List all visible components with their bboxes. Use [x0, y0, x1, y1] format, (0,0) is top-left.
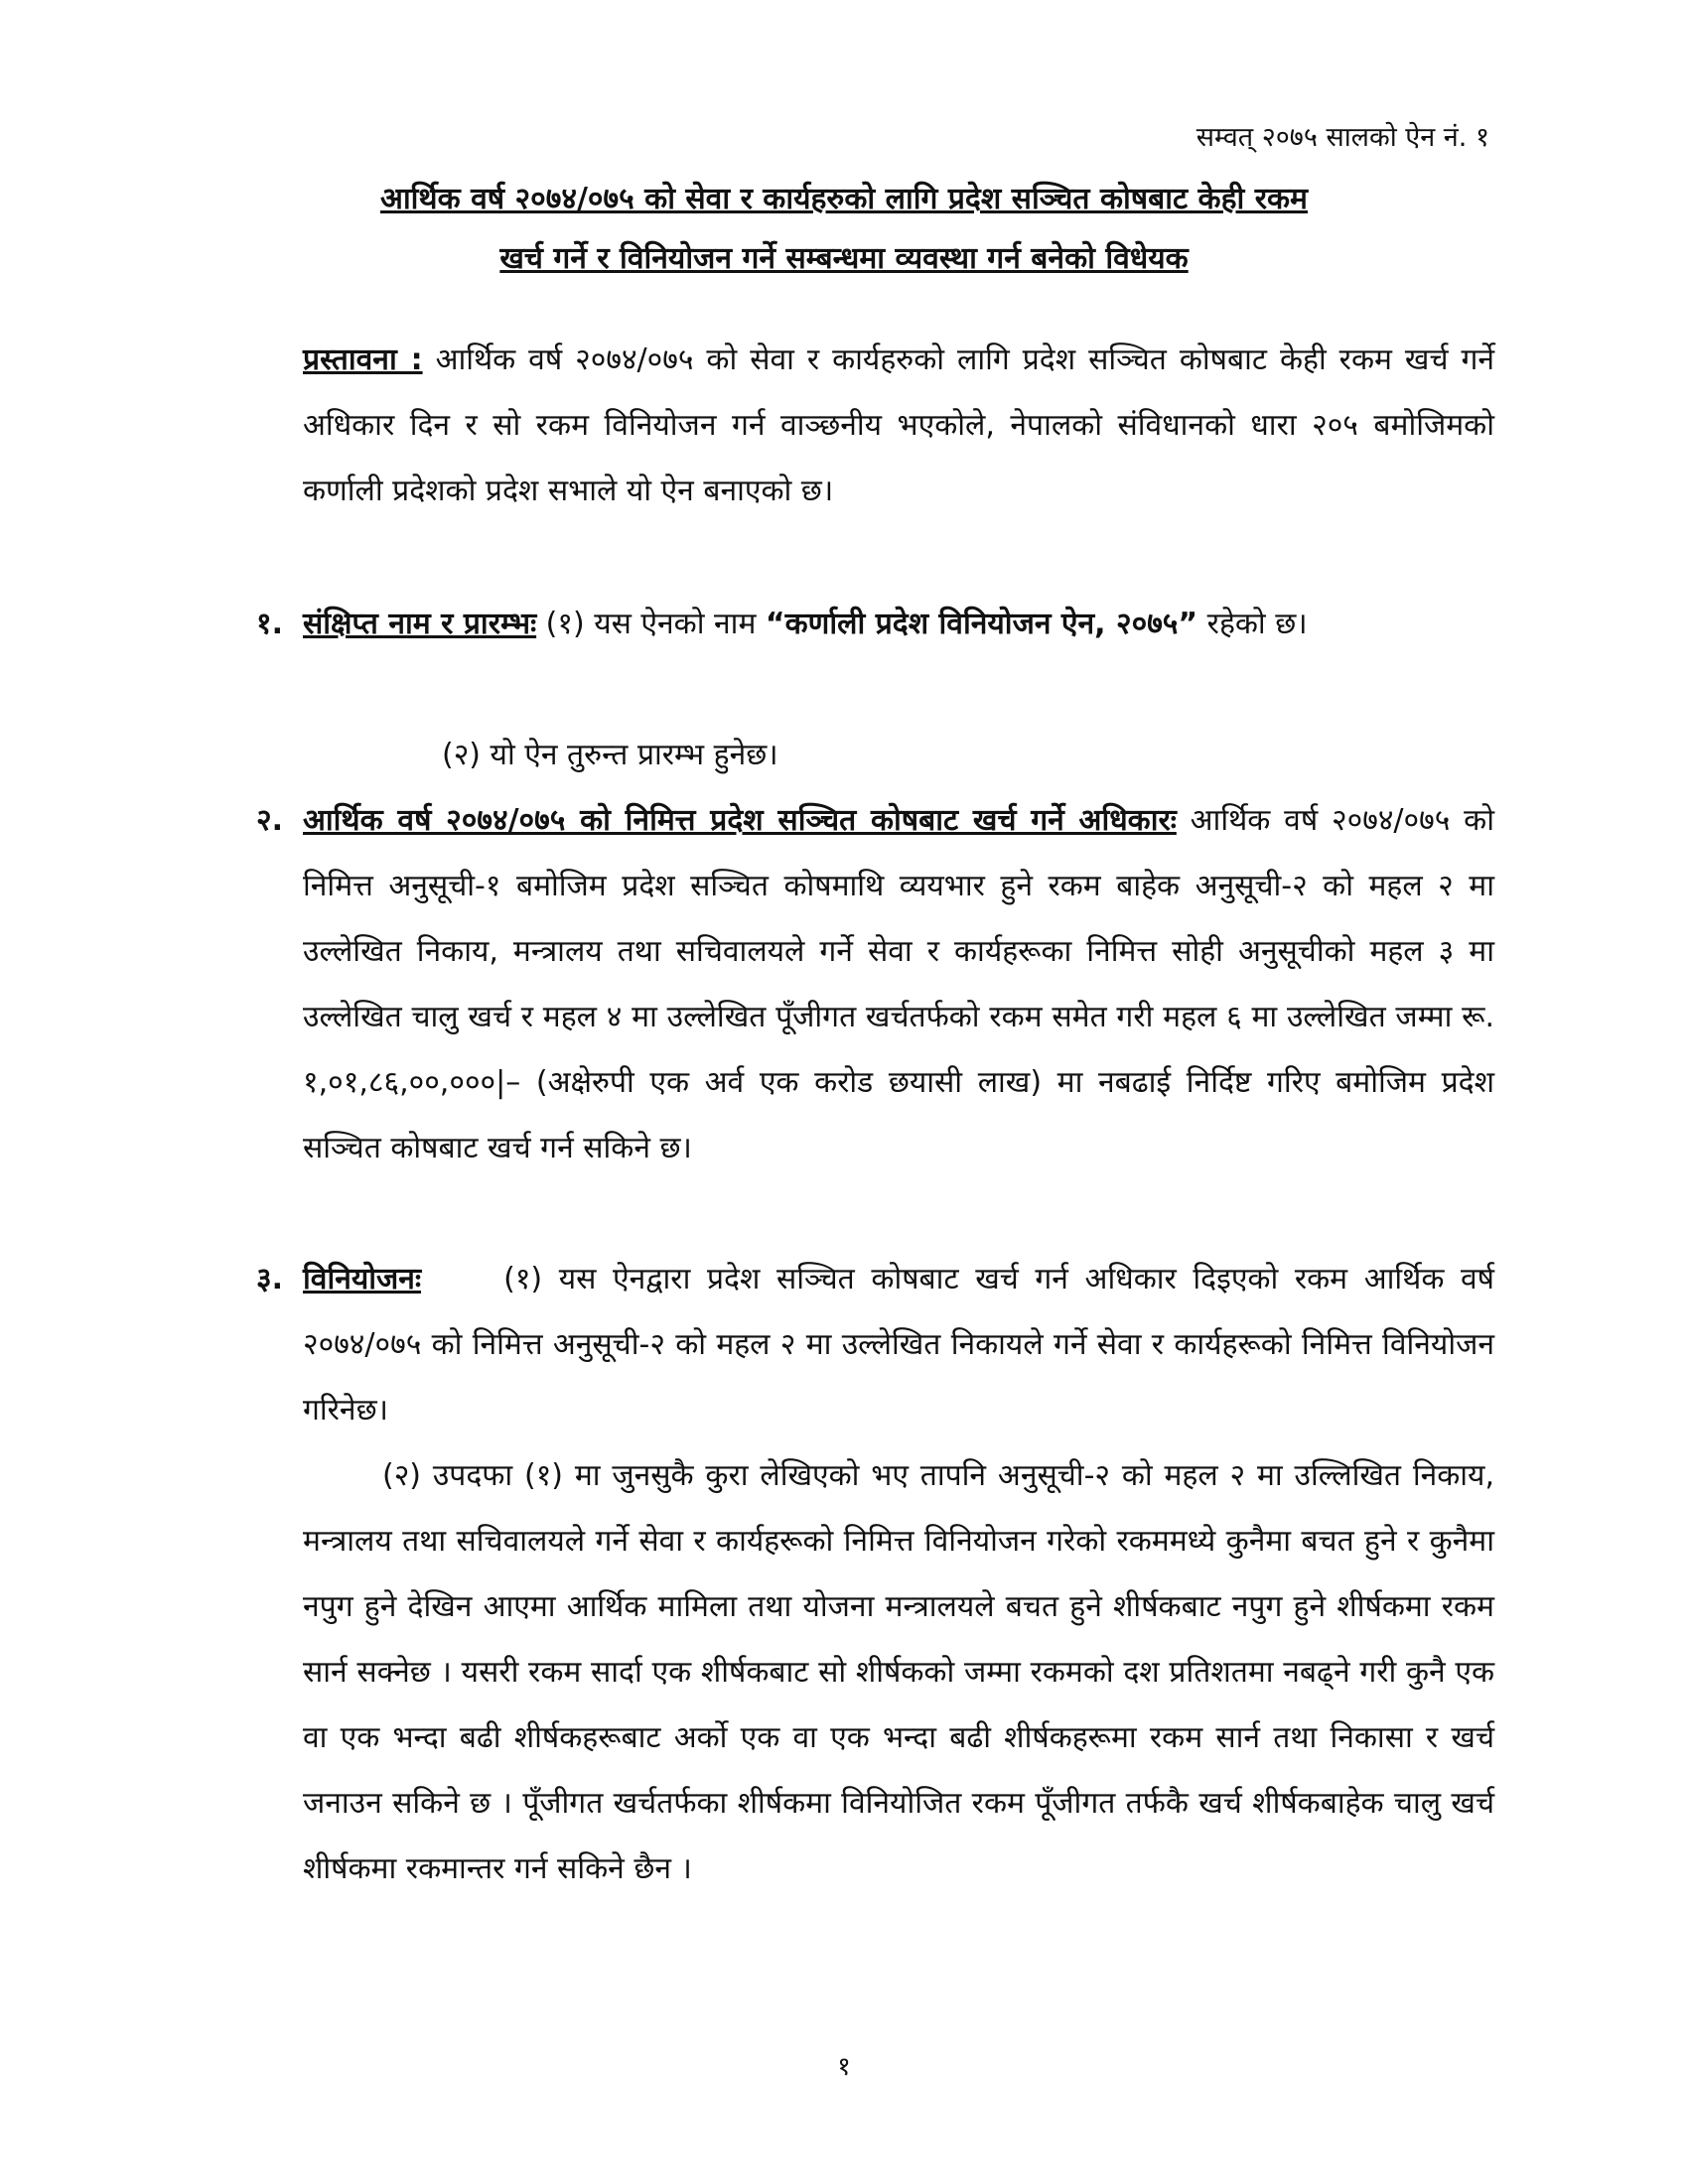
- section-2-text: आर्थिक वर्ष २०७४/०७५ को निमित्त अनुसूची-१ बमोजिम प्रदेश सञ्चित कोषमाथि व्ययभार हुने रकम बाहेक अनुसूची-२ को महल २ मा उल्लेखित निकाय, मन्त्रालय तथा सचिवालयले गर्ने सेवा र कार्यहरूका निमित्त सोही अनुसूचीको महल ३ मा उल्लेखित चालु खर्च र महल ४ मा उल्लेखित पूँजीगत खर्चतर्फको रकम समेत गरी महल ६ मा उल्लेखित जम्मा रू. १,०१,८६,००,०००|– (अक्षेरुपी एक अर्व एक करोड छयासी लाख) मा नबढाई निर्दिष्ट गरिए बमोजिम प्रदेश सञ्चित कोषबाट खर्च गर्न सकिने छ।: [303, 803, 1494, 1165]
- section-2-heading: आर्थिक वर्ष २०७४/०७५ को निमित्त प्रदेश सञ्चित कोषबाट खर्च गर्ने अधिकारः: [303, 803, 1177, 838]
- section-3-subsection-2: (२) उपदफा (१) मा जुनसुकै कुरा लेखिएको भए तापनि अनुसूची-२ को महल २ मा उल्लिखित निकाय, मन्त्रालय तथा सचिवालयले गर्ने सेवा र कार्यहरूको निमित्त विनियोजन गरेको रकममध्ये कुनैमा बचत हुने र कुनैमा नपुग हुने देखिन आएमा आर्थिक मामिला तथा योजना मन्त्रालयले बचत हुने शीर्षकबाट नपुग हुने शीर्षकमा रकम सार्न सक्नेछ । यसरी रकम सार्दा एक शीर्षकबाट सो शीर्षकको जम्मा रकमको दश प्रतिशतमा नबढ्ने गरी कुनै एक वा एक भन्दा बढी शीर्षकहरूबाट अर्को एक वा एक भन्दा बढी शीर्षकहरूमा रकम सार्न तथा निकासा र खर्च जनाउन सकिने छ । पूँजीगत खर्चतर्फका शीर्षकमा विनियोजित रकम पूँजीगत तर्फकै खर्च शीर्षकबाहेक चालु खर्च शीर्षकमा रकमान्तर गर्न सकिने छैन ।: [303, 1458, 1494, 1886]
- section-2-number: २.: [256, 803, 283, 838]
- document-title-line-2: खर्च गर्ने र विनियोजन गर्ने सम्बन्धमा व्यवस्था गर्न बनेको विधेयक: [499, 241, 1189, 276]
- page-number: १: [837, 2052, 851, 2082]
- section-3-number: ३.: [256, 1262, 283, 1297]
- preamble-text: आर्थिक वर्ष २०७४/०७५ को सेवा र कार्यहरुको लागि प्रदेश सञ्चित कोषबाट केही रकम खर्च गर्ने अधिकार दिन र सो रकम विनियोजन गर्न वाञ्छनीय भएकोले, नेपालको संविधानको धारा २०५ बमोजिमको कर्णाली प्रदेशको प्रदेश सभाले यो ऐन बनाएको छ।: [303, 342, 1494, 508]
- section-3-paragraph: [303, 1247, 1504, 1443]
- section-1-number: १.: [256, 607, 283, 641]
- section-1-heading: संक्षिप्त नाम र प्रारम्भः: [303, 607, 537, 641]
- section-3-text: (१) यस ऐनद्वारा प्रदेश सञ्चित कोषबाट खर्च गर्न अधिकार दिइएको रकम आर्थिक वर्ष २०७४/०७५ को निमित्त अनुसूची-२ को महल २ मा उल्लेखित निकायले गर्ने सेवा र कार्यहरूको निमित्त विनियोजन गरिनेछ।: [303, 1262, 1504, 1428]
- preamble-label: प्रस्तावना :: [303, 342, 423, 377]
- section-3-heading: विनियोजनः: [303, 1262, 422, 1297]
- preamble-paragraph: [303, 328, 1494, 524]
- section-1-text-before: (१) यस ऐनको नाम: [545, 607, 766, 641]
- act-number: सम्वत् २०७५ सालको ऐन नं. १: [1196, 122, 1489, 153]
- document-title-line-1: आर्थिक वर्ष २०७४/०७५ को सेवा र कार्यहरुको लागि प्रदेश सञ्चित कोषबाट केही रकम: [380, 182, 1308, 216]
- section-1-text-after: रहेको छ।: [1197, 607, 1308, 641]
- section-2-paragraph: [303, 788, 1494, 1181]
- section-1-subsection-2: (२) यो ऐन तुरुन्त प्रारम्भ हुनेछ।: [442, 738, 778, 772]
- section-1-act-name: “कर्णाली प्रदेश विनियोजन ऐन, २०७५”: [765, 607, 1198, 641]
- section-1-paragraph: [303, 592, 1494, 657]
